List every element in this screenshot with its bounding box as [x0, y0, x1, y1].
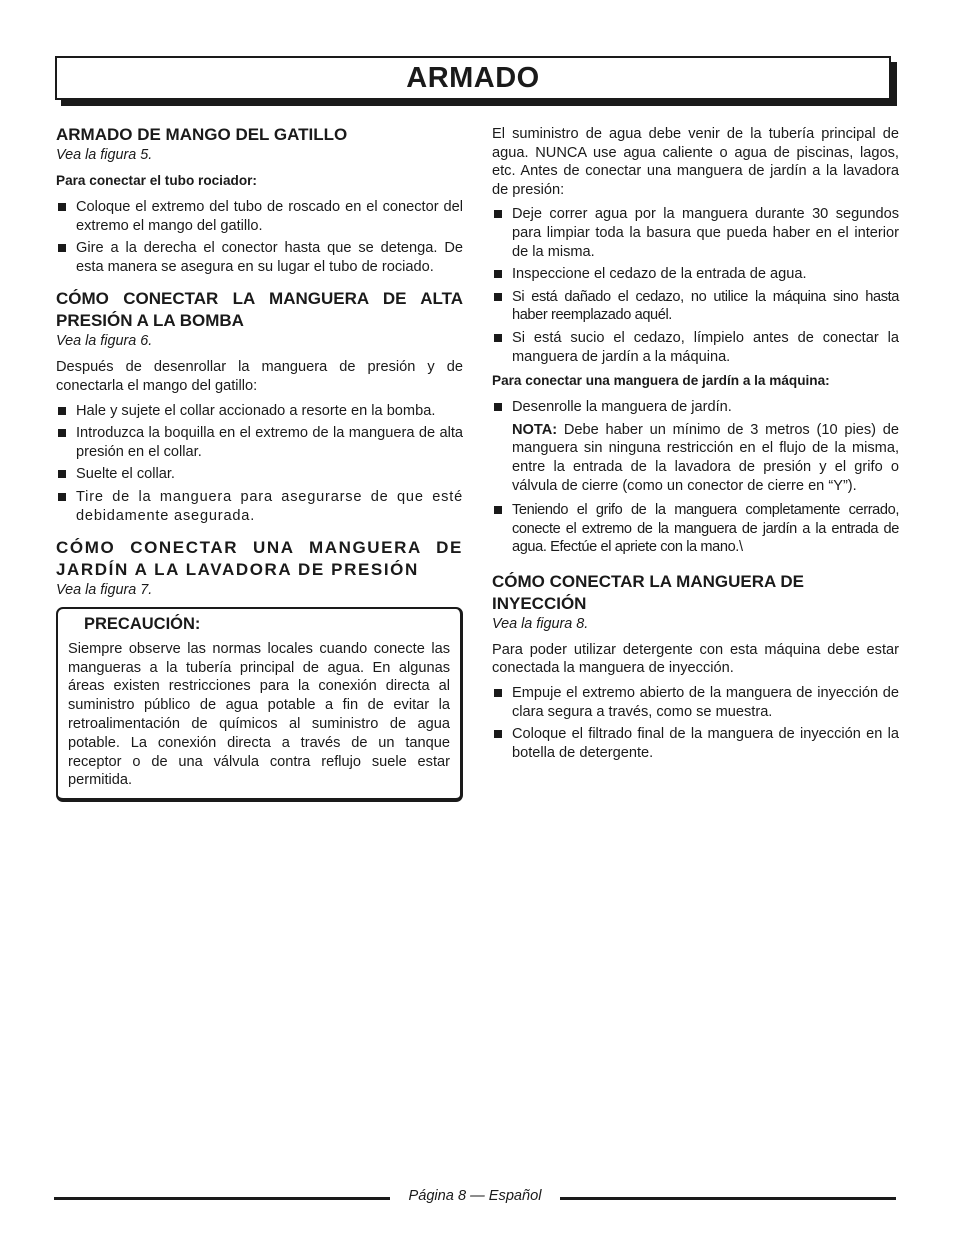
right-column: [492, 125, 899, 768]
figure-reference: Vea la figura 6.: [56, 333, 153, 350]
bullet-list: [56, 198, 463, 276]
bullet-list: [492, 501, 899, 557]
note-text: Debe haber un mínimo de 3 metros (10 pies) de manguera sin ninguna restricción en el flujo de la misma, entre la entrada de la lavadora de presión y el grifo o válvula de cierre (como un conector de cierre en “Y”).: [512, 421, 899, 494]
list-item: Desenrolle la manguera de jardín.: [492, 398, 899, 417]
list-item: Suelte el collar.: [56, 465, 463, 484]
footer-rule-right: [560, 1197, 896, 1200]
figure-reference: Vea la figura 7.: [56, 582, 153, 599]
list-item: Coloque el filtrado final de la manguera de inyección en la botella de detergente.: [492, 725, 899, 762]
list-item: Empuje el extremo abierto de la manguera de inyección de clara segura a través, como se muestra.: [492, 684, 899, 721]
subheading-spray-tube: Para conectar el tubo rociador:: [56, 173, 257, 188]
bullet-list: [492, 205, 899, 366]
note-label: NOTA:: [512, 421, 558, 438]
bullet-list: [492, 398, 899, 417]
paragraph: Después de desenrollar la manguera de presión y de conectarla el mango del gatillo:: [56, 359, 463, 394]
list-item: Si está sucio el cedazo, límpielo antes de conectar la manguera de jardín a la máquina.: [492, 329, 899, 366]
paragraph: El suministro de agua debe venir de la tubería principal de agua. NUNCA use agua caliente o agua de piscinas, lagos, etc. Antes de conectar una manguera de jardín a la lavadora de presión:: [492, 126, 899, 198]
caution-text: Siempre observe las normas locales cuando conecte las mangueras a la tubería principal de agua. En algunas áreas existen restricciones para la conexión directa al suministro público de agua potable a fin de evitar la retroalimentación de químicos al suministro de agua potable. La conexión directa a través de un tanque receptor o de una válvula contra reflujo suele estar permitida.: [68, 640, 450, 789]
title-banner: [55, 56, 891, 100]
section-heading-high-pressure-hose: CÓMO CONECTAR LA MANGUERA DE ALTA PRESIÓN A LA BOMBA: [56, 289, 463, 331]
section-heading-injection-hose: CÓMO CONECTAR LA MANGUERA DE INYECCIÓN: [492, 571, 804, 613]
subheading-garden-hose-connect: Para conectar una manguera de jardín a la máquina:: [492, 373, 830, 389]
figure-reference: Vea la figura 8.: [492, 615, 589, 632]
bullet-list: [56, 402, 463, 526]
list-item: Gire a la derecha el conector hasta que se detenga. De esta manera se asegura en su lugar el tubo de rociado.: [56, 239, 463, 276]
section-heading-garden-hose: CÓMO CONECTAR UNA MANGUERA DE JARDÍN A LA LAVADORA DE PRESIÓN: [56, 538, 463, 580]
footer-rule-left: [54, 1197, 390, 1200]
list-item: Deje correr agua por la manguera durante 30 segundos para limpiar toda la basura que pueda haber en el interior de la misma.: [492, 205, 899, 261]
list-item: Coloque el extremo del tubo de roscado en el conector del extremo el mango del gatillo.: [56, 198, 463, 235]
list-item: Inspeccione el cedazo de la entrada de agua.: [492, 265, 899, 284]
list-item: Introduzca la boquilla en el extremo de la manguera de alta presión en el collar.: [56, 424, 463, 461]
left-column: [56, 124, 463, 802]
bullet-list: [492, 684, 899, 762]
caution-title: PRECAUCIÓN:: [84, 615, 201, 634]
list-item: Teniendo el grifo de la manguera completamente cerrado, conecte el extremo de la manguera de jardín a la entrada de agua. Efectúe el apriete con la mano.\: [492, 501, 899, 557]
note-paragraph: [492, 421, 899, 495]
paragraph: Para poder utilizar detergente con esta máquina debe estar conectada la manguera de inyección.: [492, 641, 899, 677]
page-footer: Página 8 — Español: [408, 1188, 542, 1204]
figure-reference: Vea la figura 5.: [56, 147, 153, 163]
list-item: Hale y sujete el collar accionado a resorte en la bomba.: [56, 402, 463, 421]
caution-box: [56, 607, 463, 802]
list-item: Si está dañado el cedazo, no utilice la máquina sino hasta haber reemplazado aquél.: [492, 288, 899, 325]
list-item: Tire de la manguera para asegurarse de que esté debidamente asegurada.: [56, 488, 463, 525]
section-heading-trigger-handle: ARMADO DE MANGO DEL GATILLO: [56, 125, 348, 144]
page-title: ARMADO: [406, 61, 540, 94]
